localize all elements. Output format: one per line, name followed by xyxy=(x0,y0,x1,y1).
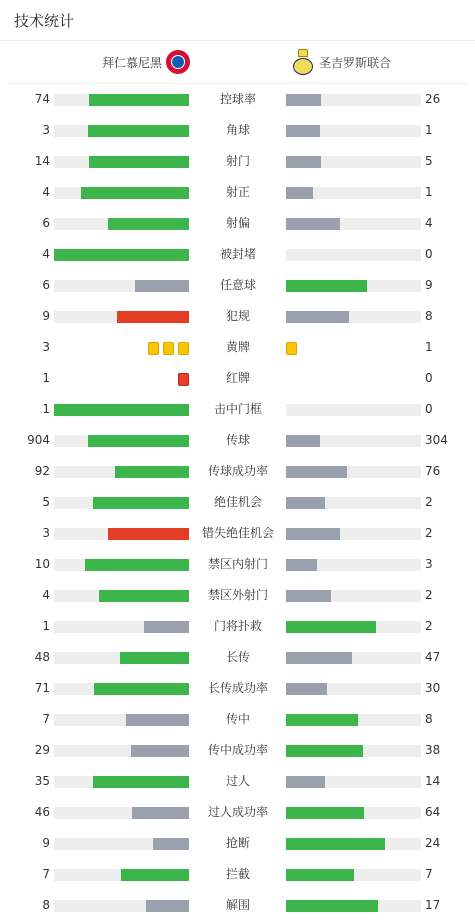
home-stat-track xyxy=(54,776,189,788)
home-stat-value: 46 xyxy=(34,805,50,819)
home-stat-value: 35 xyxy=(34,774,50,788)
away-stat-value: 14 xyxy=(425,774,441,788)
away-stat-bar xyxy=(286,435,320,447)
away-stat-value: 64 xyxy=(425,805,441,819)
away-team[interactable] xyxy=(292,41,391,83)
home-stat-track xyxy=(54,435,189,447)
away-stat-bar xyxy=(286,497,325,509)
stat-row xyxy=(0,270,475,301)
away-stat-track xyxy=(286,776,421,788)
home-stat-value: 14 xyxy=(34,154,50,168)
home-stat-bar xyxy=(88,125,189,137)
away-stat-bar xyxy=(286,466,347,478)
home-stat-track xyxy=(54,621,189,633)
away-stat-track xyxy=(286,869,421,881)
away-stat-bar xyxy=(286,528,340,540)
stat-row xyxy=(0,115,475,146)
home-stat-bar xyxy=(54,404,189,416)
stat-row xyxy=(0,549,475,580)
away-stat-value: 2 xyxy=(425,526,433,540)
home-stat-track xyxy=(54,249,189,261)
home-stat-value: 6 xyxy=(42,216,50,230)
teams-header xyxy=(8,41,467,84)
away-stat-bar xyxy=(286,838,385,850)
away-stat-value: 24 xyxy=(425,836,441,850)
yellow-card-icon xyxy=(148,342,159,355)
away-stat-track xyxy=(286,187,421,199)
home-stat-bar xyxy=(117,311,189,323)
away-stat-value: 3 xyxy=(425,557,433,571)
home-stat-value: 4 xyxy=(42,185,50,199)
home-stat-bar xyxy=(93,776,189,788)
stat-row xyxy=(0,611,475,642)
home-stat-value: 6 xyxy=(42,278,50,292)
home-stat-track xyxy=(54,528,189,540)
away-stat-track xyxy=(286,714,421,726)
stat-row xyxy=(0,642,475,673)
away-stat-value: 2 xyxy=(425,495,433,509)
away-stat-bar xyxy=(286,187,313,199)
away-stat-value: 76 xyxy=(425,464,441,478)
away-stat-track xyxy=(286,94,421,106)
home-stat-bar xyxy=(121,869,189,881)
home-stat-track xyxy=(54,94,189,106)
away-stat-value: 2 xyxy=(425,619,433,633)
away-stat-value: 1 xyxy=(425,340,433,354)
away-stat-track xyxy=(286,125,421,137)
yellow-card-icon xyxy=(178,342,189,355)
away-stat-bar xyxy=(286,714,358,726)
title-bar xyxy=(0,0,475,41)
stats-list xyxy=(0,84,475,921)
home-stat-track xyxy=(54,745,189,757)
home-team-name: 拜仁慕尼黑 xyxy=(102,55,163,70)
home-stat-value: 92 xyxy=(34,464,50,478)
stat-label: 抢断 xyxy=(225,836,250,850)
away-stat-value: 0 xyxy=(425,247,433,261)
away-stat-track xyxy=(286,404,421,416)
away-stat-value: 304 xyxy=(425,433,448,447)
stat-row xyxy=(0,394,475,425)
stat-row xyxy=(0,487,475,518)
away-stat-track xyxy=(286,683,421,695)
home-stat-bar xyxy=(89,94,189,106)
home-stat-value: 4 xyxy=(42,247,50,261)
stat-label: 错失绝佳机会 xyxy=(201,526,274,540)
home-stat-track xyxy=(54,714,189,726)
stat-row xyxy=(0,177,475,208)
home-stat-track xyxy=(54,156,189,168)
away-stat-track xyxy=(286,528,421,540)
away-stat-bar xyxy=(286,218,340,230)
stat-row xyxy=(0,859,475,890)
home-stat-value: 7 xyxy=(42,712,50,726)
home-stat-value: 3 xyxy=(42,123,50,137)
away-stat-value: 4 xyxy=(425,216,433,230)
home-stat-value: 1 xyxy=(42,402,50,416)
away-stat-track xyxy=(286,652,421,664)
stat-label: 解围 xyxy=(225,898,250,912)
home-stat-value: 3 xyxy=(42,526,50,540)
away-stat-value: 0 xyxy=(425,402,433,416)
away-stat-value: 30 xyxy=(425,681,441,695)
away-stat-value: 1 xyxy=(425,185,433,199)
stat-label: 犯规 xyxy=(225,309,250,323)
away-stat-value: 17 xyxy=(425,898,441,912)
stat-row xyxy=(0,828,475,859)
home-stat-track xyxy=(54,187,189,199)
stat-label: 禁区内射门 xyxy=(207,557,268,571)
home-stat-value: 10 xyxy=(34,557,50,571)
home-stat-bar xyxy=(54,249,189,261)
stat-label: 角球 xyxy=(225,123,250,137)
away-stat-track xyxy=(286,280,421,292)
home-stat-bar xyxy=(120,652,189,664)
stat-label: 传中成功率 xyxy=(207,743,268,757)
stat-label: 拦截 xyxy=(225,867,250,881)
away-stat-bar xyxy=(286,807,364,819)
stat-label: 过人 xyxy=(225,774,250,788)
home-stat-bar xyxy=(93,497,189,509)
stat-label: 长传 xyxy=(225,650,250,664)
home-stat-track xyxy=(54,311,189,323)
home-stat-value: 71 xyxy=(34,681,50,695)
away-stat-track xyxy=(286,559,421,571)
stat-label: 射门 xyxy=(225,154,250,168)
away-stat-bar xyxy=(286,900,378,912)
away-stat-track xyxy=(286,249,421,261)
home-yellow-cards xyxy=(148,342,189,355)
away-stat-value: 1 xyxy=(425,123,433,137)
yellow-card-icon xyxy=(163,342,174,355)
home-stat-bar xyxy=(99,590,189,602)
home-stat-value: 9 xyxy=(42,836,50,850)
home-stat-value: 29 xyxy=(34,743,50,757)
stat-label: 射偏 xyxy=(225,216,250,230)
stat-label: 过人成功率 xyxy=(207,805,268,819)
red-card-icon xyxy=(178,373,189,386)
home-stat-track xyxy=(54,559,189,571)
away-stat-value: 7 xyxy=(425,867,433,881)
home-stat-track xyxy=(54,280,189,292)
away-team-name: 圣吉罗斯联合 xyxy=(319,55,392,70)
home-stat-bar xyxy=(153,838,189,850)
away-stat-bar xyxy=(286,621,376,633)
home-stat-track xyxy=(54,838,189,850)
stat-label: 射正 xyxy=(225,185,250,199)
away-stat-track xyxy=(286,311,421,323)
home-stat-bar xyxy=(135,280,189,292)
away-stat-value: 47 xyxy=(425,650,441,664)
home-stat-value: 48 xyxy=(34,650,50,664)
stat-row xyxy=(0,332,475,363)
home-stat-track xyxy=(54,869,189,881)
home-stat-track xyxy=(54,497,189,509)
stat-label: 控球率 xyxy=(219,92,256,106)
bayern-logo-icon xyxy=(166,50,190,74)
stat-row xyxy=(0,580,475,611)
home-stat-bar xyxy=(126,714,189,726)
stat-label: 传球成功率 xyxy=(207,464,268,478)
home-stat-track xyxy=(54,125,189,137)
home-stat-value: 1 xyxy=(42,371,50,385)
stat-label: 门将扑救 xyxy=(213,619,262,633)
home-stat-track xyxy=(54,900,189,912)
home-stat-value: 8 xyxy=(42,898,50,912)
away-stat-bar xyxy=(286,869,354,881)
stat-row xyxy=(0,208,475,239)
away-stat-value: 8 xyxy=(425,309,433,323)
away-stat-bar xyxy=(286,776,325,788)
home-team[interactable] xyxy=(102,41,190,83)
home-stat-value: 7 xyxy=(42,867,50,881)
away-stat-track xyxy=(286,466,421,478)
away-stat-track xyxy=(286,590,421,602)
home-stat-bar xyxy=(132,807,189,819)
home-stat-bar xyxy=(108,218,189,230)
home-stat-bar xyxy=(89,156,189,168)
away-stat-bar xyxy=(286,745,363,757)
stat-label: 黄牌 xyxy=(225,340,250,354)
yellow-card-icon xyxy=(286,342,297,355)
stat-row xyxy=(0,735,475,766)
home-stat-bar xyxy=(81,187,189,199)
home-stat-track xyxy=(54,683,189,695)
away-stat-bar xyxy=(286,559,317,571)
page-title: 技术统计 xyxy=(14,12,75,30)
stat-label: 长传成功率 xyxy=(207,681,268,695)
home-stat-track xyxy=(54,218,189,230)
home-stat-bar xyxy=(108,528,189,540)
stat-row xyxy=(0,146,475,177)
away-stat-bar xyxy=(286,683,327,695)
stat-label: 传球 xyxy=(225,433,250,447)
away-stat-bar xyxy=(286,280,367,292)
away-stat-track xyxy=(286,218,421,230)
home-stat-value: 9 xyxy=(42,309,50,323)
home-stat-bar xyxy=(131,745,189,757)
away-stat-bar xyxy=(286,156,321,168)
stat-row xyxy=(0,425,475,456)
away-stat-bar xyxy=(286,311,349,323)
union-sg-logo-icon xyxy=(292,49,314,75)
stat-label: 绝佳机会 xyxy=(213,495,262,509)
away-stat-track xyxy=(286,900,421,912)
away-stat-track xyxy=(286,435,421,447)
home-stat-value: 1 xyxy=(42,619,50,633)
home-stat-value: 74 xyxy=(34,92,50,106)
away-stat-value: 2 xyxy=(425,588,433,602)
away-stat-track xyxy=(286,156,421,168)
home-stat-bar xyxy=(85,559,189,571)
stat-label: 任意球 xyxy=(219,278,256,292)
away-stat-value: 38 xyxy=(425,743,441,757)
stat-label: 禁区外射门 xyxy=(207,588,268,602)
home-stat-bar xyxy=(115,466,189,478)
home-stat-bar xyxy=(144,621,189,633)
home-stat-track xyxy=(54,807,189,819)
home-stat-track xyxy=(54,466,189,478)
away-stat-track xyxy=(286,807,421,819)
away-stat-value: 0 xyxy=(425,371,433,385)
away-stat-track xyxy=(286,745,421,757)
away-stat-bar xyxy=(286,652,352,664)
away-stat-track xyxy=(286,497,421,509)
stat-row xyxy=(0,673,475,704)
stat-row xyxy=(0,890,475,921)
home-stat-value: 4 xyxy=(42,588,50,602)
stat-row xyxy=(0,456,475,487)
stat-row xyxy=(0,301,475,332)
stat-row xyxy=(0,84,475,115)
away-stat-bar xyxy=(286,590,331,602)
home-stat-bar xyxy=(94,683,189,695)
away-stat-bar xyxy=(286,94,321,106)
home-stat-value: 904 xyxy=(27,433,50,447)
stat-row xyxy=(0,363,475,394)
stat-row xyxy=(0,766,475,797)
home-stat-bar xyxy=(88,435,189,447)
stat-row xyxy=(0,797,475,828)
away-stat-track xyxy=(286,621,421,633)
home-stat-value: 3 xyxy=(42,340,50,354)
stat-label: 击中门框 xyxy=(213,402,262,416)
stat-row xyxy=(0,704,475,735)
home-stat-track xyxy=(54,590,189,602)
home-stat-track xyxy=(54,652,189,664)
stat-label: 红牌 xyxy=(225,371,250,385)
home-stat-value: 5 xyxy=(42,495,50,509)
stat-label: 传中 xyxy=(225,712,250,726)
stat-row xyxy=(0,239,475,270)
stat-row xyxy=(0,518,475,549)
away-stat-value: 9 xyxy=(425,278,433,292)
home-stat-bar xyxy=(146,900,189,912)
away-stat-value: 5 xyxy=(425,154,433,168)
away-stat-value: 26 xyxy=(425,92,441,106)
away-stat-bar xyxy=(286,125,320,137)
away-stat-track xyxy=(286,838,421,850)
home-stat-track xyxy=(54,404,189,416)
away-stat-value: 8 xyxy=(425,712,433,726)
away-yellow-cards xyxy=(286,342,297,355)
stat-label: 被封堵 xyxy=(219,247,256,261)
home-red-cards xyxy=(178,373,189,386)
